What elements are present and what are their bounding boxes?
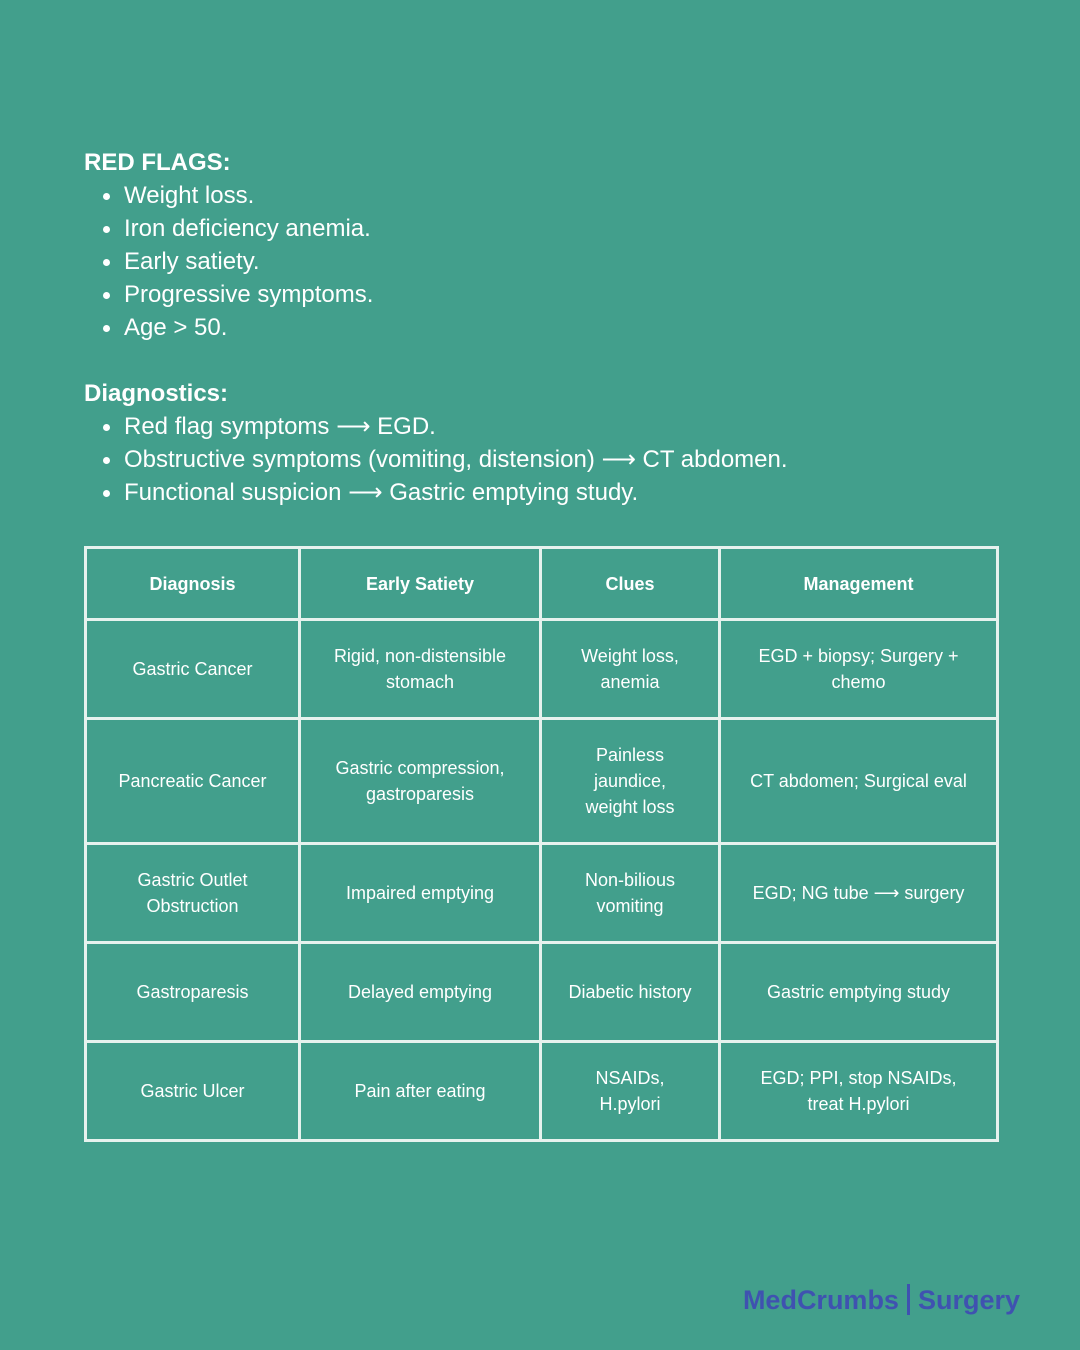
list-item: Age > 50.	[84, 311, 373, 344]
table-row	[86, 1042, 998, 1141]
header-early-satiety: Early Satiety	[300, 548, 541, 620]
cell-management: Gastric emptying study	[720, 943, 998, 1042]
cell-early-satiety: Impaired emptying	[300, 844, 541, 943]
cell-diagnosis: Gastric Cancer	[86, 620, 300, 719]
cell-management: CT abdomen; Surgical eval	[720, 719, 998, 844]
header-diagnosis: Diagnosis	[86, 548, 300, 620]
list-item: Red flag symptoms ⟶ EGD.	[84, 410, 788, 443]
brand-separator	[907, 1284, 910, 1315]
cell-clues: Painless jaundice, weight loss	[541, 719, 720, 844]
table-row	[86, 719, 998, 844]
cell-clues: NSAIDs, H.pylori	[541, 1042, 720, 1141]
brand-footer	[743, 1282, 1020, 1318]
table-row	[86, 943, 998, 1042]
cell-management: EGD + biopsy; Surgery + chemo	[720, 620, 998, 719]
diagnostics-list	[84, 410, 788, 509]
diagnostics-section	[84, 377, 788, 509]
cell-diagnosis: Gastric Ulcer	[86, 1042, 300, 1141]
cell-diagnosis: Pancreatic Cancer	[86, 719, 300, 844]
table-row	[86, 620, 998, 719]
cell-management: EGD; PPI, stop NSAIDs, treat H.pylori	[720, 1042, 998, 1141]
cell-clues: Non-bilious vomiting	[541, 844, 720, 943]
cell-management: EGD; NG tube ⟶ surgery	[720, 844, 998, 943]
header-clues: Clues	[541, 548, 720, 620]
table-row	[86, 844, 998, 943]
brand-section: Surgery	[917, 1285, 1020, 1315]
red-flags-section	[84, 146, 373, 344]
cell-early-satiety: Delayed emptying	[300, 943, 541, 1042]
list-item: Early satiety.	[84, 245, 373, 278]
cell-diagnosis: Gastric Outlet Obstruction	[86, 844, 300, 943]
list-item: Obstructive symptoms (vomiting, distension) ⟶ CT abdomen.	[84, 443, 788, 476]
diagnostics-heading: Diagnostics:	[84, 380, 229, 407]
list-item: Weight loss.	[84, 179, 373, 212]
cell-early-satiety: Pain after eating	[300, 1042, 541, 1141]
cell-early-satiety: Gastric compression, gastroparesis	[300, 719, 541, 844]
red-flags-list	[84, 179, 373, 344]
list-item: Functional suspicion ⟶ Gastric emptying study.	[84, 476, 788, 509]
cell-clues: Weight loss, anemia	[541, 620, 720, 719]
list-item: Progressive symptoms.	[84, 278, 373, 311]
table-header-row	[86, 548, 998, 620]
cell-clues: Diabetic history	[541, 943, 720, 1042]
header-management: Management	[720, 548, 998, 620]
red-flags-heading: RED FLAGS:	[84, 149, 231, 176]
differential-table	[84, 546, 999, 1142]
list-item: Iron deficiency anemia.	[84, 212, 373, 245]
brand-name: MedCrumbs	[742, 1285, 899, 1315]
cell-diagnosis: Gastroparesis	[86, 943, 300, 1042]
cell-early-satiety: Rigid, non-distensible stomach	[300, 620, 541, 719]
